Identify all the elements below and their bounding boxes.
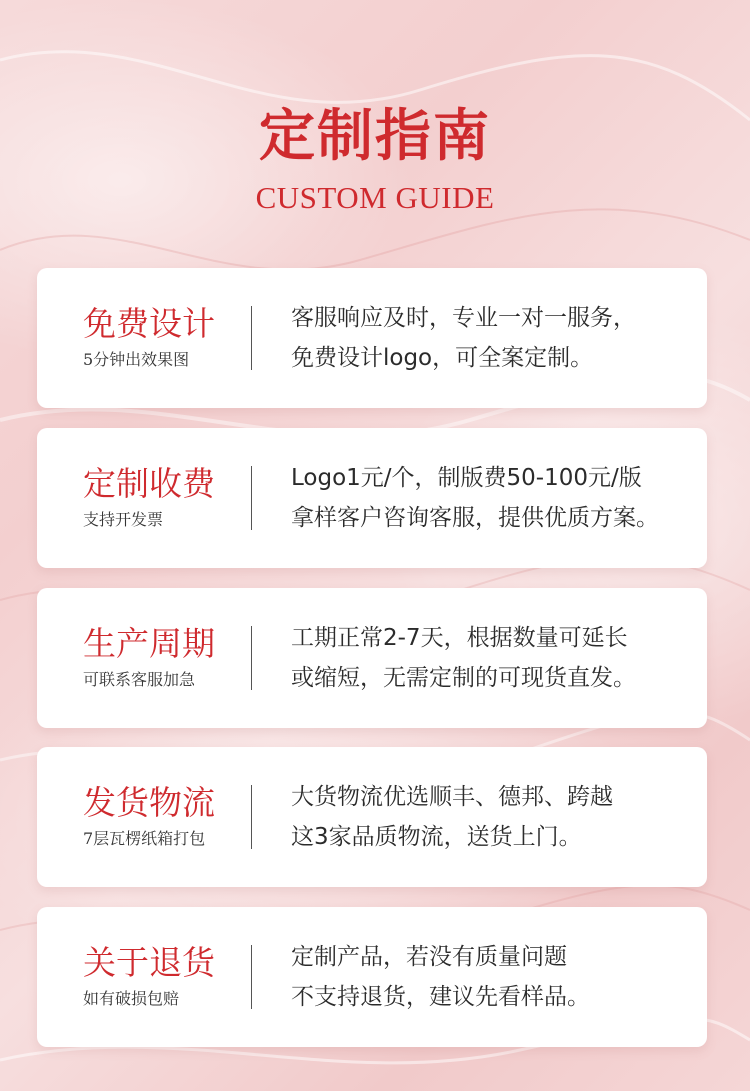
card-description-line: Logo1元/个，制版费50-100元/版	[291, 465, 642, 491]
card-subtitle: 7层瓦楞纸箱打包	[83, 829, 206, 848]
card-title: 定制收费	[83, 464, 215, 503]
card-description	[291, 618, 691, 698]
card-subtitle: 如有破损包赔	[83, 989, 180, 1008]
page-subtitle: CUSTOM GUIDE	[255, 180, 495, 215]
guide-card-returns	[37, 907, 707, 1047]
card-divider	[251, 945, 252, 1009]
guide-card-production-cycle	[37, 588, 707, 728]
card-title: 关于退货	[83, 943, 215, 982]
card-heading-group	[83, 428, 253, 568]
page-title: 定制指南	[259, 103, 491, 169]
card-subtitle: 支持开发票	[83, 510, 164, 529]
card-title: 生产周期	[83, 624, 215, 663]
card-description-line: 或缩短，无需定制的可现货直发。	[291, 665, 636, 691]
card-heading-group	[83, 907, 253, 1047]
guide-card-shipping	[37, 747, 707, 887]
card-description	[291, 298, 691, 378]
card-title: 发货物流	[83, 783, 215, 822]
card-heading-group	[83, 747, 253, 887]
card-divider	[251, 626, 252, 690]
card-description-line: 不支持退货，建议先看样品。	[291, 984, 590, 1010]
card-divider	[251, 466, 252, 530]
card-description-line: 客服响应及时，专业一对一服务，	[291, 305, 636, 331]
card-description-line: 工期正常2-7天，根据数量可延长	[291, 625, 628, 651]
guide-card-free-design	[37, 268, 707, 408]
card-description-line: 这3家品质物流，送货上门。	[291, 824, 582, 850]
card-title: 免费设计	[83, 304, 215, 343]
card-description	[291, 777, 691, 857]
guide-card-custom-fees	[37, 428, 707, 568]
card-divider	[251, 306, 252, 370]
card-description-line: 大货物流优选顺丰、德邦、跨越	[291, 784, 613, 810]
card-description	[291, 937, 691, 1017]
card-divider	[251, 785, 252, 849]
card-description-line: 免费设计logo，可全案定制。	[291, 345, 594, 371]
card-description-line: 定制产品，若没有质量问题	[291, 944, 567, 970]
card-description	[291, 458, 691, 538]
card-subtitle: 可联系客服加急	[83, 670, 196, 689]
card-heading-group	[83, 588, 253, 728]
card-heading-group	[83, 268, 253, 408]
card-subtitle: 5分钟出效果图	[83, 350, 190, 369]
card-description-line: 拿样客户咨询客服，提供优质方案。	[291, 505, 659, 531]
